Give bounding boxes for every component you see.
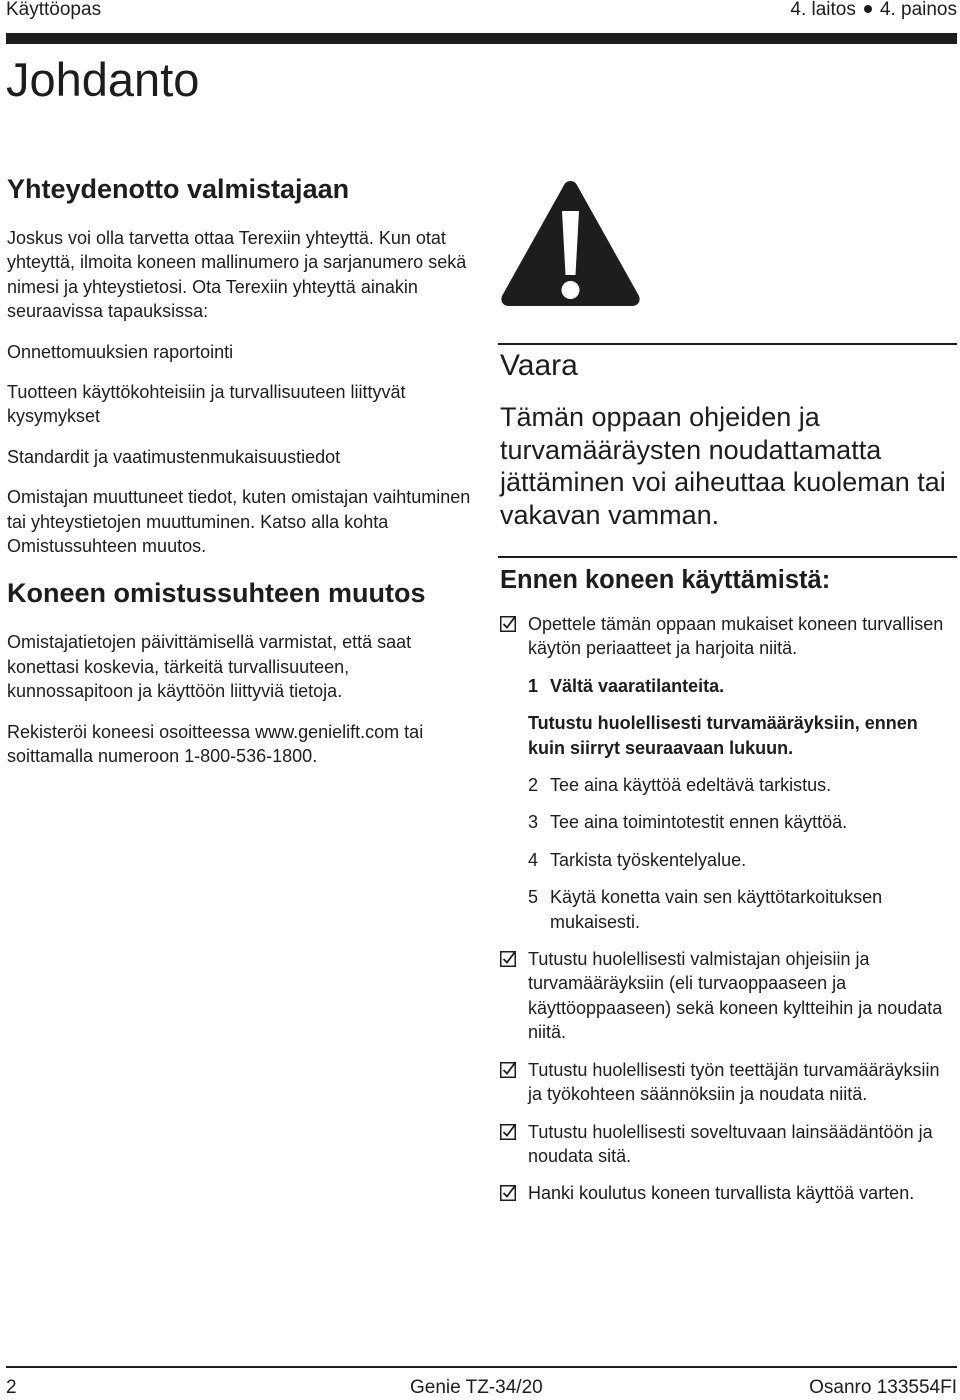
step-item: 5 Käytä konetta vain sen käyttötarkoituksen mukaisesti. bbox=[528, 887, 883, 932]
footer-model: Genie TZ-34/20 bbox=[410, 1377, 543, 1398]
checklist-item: Tutustu huolellisesti työn teettäjän turvamääräyksiin ja työkohteen säännöksiin ja noudata niitä. bbox=[500, 1058, 955, 1107]
header-manual-label: Käyttöopas bbox=[6, 0, 102, 20]
danger-title: Vaara bbox=[500, 349, 578, 382]
danger-text: Tämän oppaan ohjeiden ja turvamääräysten noudattamatta jättäminen voi aiheuttaa kuoleman tai vakavan vamman. bbox=[500, 402, 946, 530]
header-rule bbox=[6, 33, 957, 44]
checkbox-checked-icon bbox=[500, 1062, 516, 1078]
step-number: 5 bbox=[528, 887, 539, 908]
ownership-paragraph-2: Rekisteröi koneesi osoitteessa www.genielift.com tai soittamalla numeroon 1-800-536-1800. bbox=[7, 721, 424, 767]
header-edition-b: 4. painos bbox=[879, 0, 957, 20]
contact-intro: Joskus voi olla tarvetta ottaa Terexiin yhteyttä. Kun otat yhteyttä, ilmoita koneen mallinumero ja sarjanumero sekä nimesi ja yhteystietosi. Ota Terexiin yhteyttä ainakin seuraavissa tapauksissa: bbox=[7, 228, 467, 322]
step-item: 1 Vältä vaaratilanteita. bbox=[500, 674, 955, 698]
checkbox-checked-icon bbox=[500, 616, 516, 632]
checkbox-checked-icon bbox=[500, 1185, 516, 1201]
step-item: 4 Tarkista työskentelyalue. bbox=[500, 848, 955, 872]
step-note: Tutustu huolellisesti turvamääräyksiin, ennen kuin siirryt seuraavaan lukuun. bbox=[528, 713, 918, 758]
warning-triangle-icon bbox=[498, 177, 643, 309]
ownership-paragraph-1: Omistajatietojen päivittämisellä varmistat, että saat konettasi koskevia, tärkeitä turvallisuuteen, kunnossapitoon ja käyttöön liittyviä tietoja. bbox=[7, 632, 412, 702]
footer-page-number: 2 bbox=[6, 1377, 17, 1398]
before-use-list bbox=[500, 612, 955, 1219]
danger-rule-bottom bbox=[498, 556, 957, 558]
step-number: 1 bbox=[528, 675, 539, 696]
before-use-title: Ennen koneen käyttämistä: bbox=[500, 566, 831, 594]
header-edition bbox=[790, 0, 957, 21]
contact-item-1: Onnettomuuksien raportointi bbox=[7, 341, 234, 362]
left-column bbox=[7, 172, 475, 785]
step-item: 2 Tee aina käyttöä edeltävä tarkistus. bbox=[500, 773, 955, 797]
step-item: 3 Tee aina toimintotestit ennen käyttöä. bbox=[500, 810, 955, 834]
bullet-dot-icon bbox=[864, 5, 872, 13]
page-title: Johdanto bbox=[6, 53, 200, 106]
checklist-item: Tutustu huolellisesti valmistajan ohjeisiin ja turvamääräyksiin (eli turvaoppaaseen ja käyttöoppaaseen) sekä koneen kyltteihin ja noudata niitä. bbox=[500, 947, 955, 1045]
footer-rule bbox=[6, 1366, 957, 1368]
contact-section-title: Yhteydenotto valmistajaan bbox=[7, 174, 350, 204]
checkbox-checked-icon bbox=[500, 1124, 516, 1140]
footer-part-number: Osanro 133554FI bbox=[809, 1377, 957, 1398]
ownership-section-title: Koneen omistussuhteen muutos bbox=[7, 578, 426, 609]
step-number: 2 bbox=[528, 775, 539, 796]
step-number: 4 bbox=[528, 849, 539, 870]
contact-item-2: Tuotteen käyttökohteisiin ja turvallisuuteen liittyvät kysymykset bbox=[7, 382, 406, 427]
checklist-item: Tutustu huolellisesti soveltuvaan lainsäädäntöön ja noudata sitä. bbox=[500, 1120, 955, 1169]
step-number: 3 bbox=[528, 812, 539, 833]
header-edition-a: 4. laitos bbox=[790, 0, 856, 20]
checklist-item: Hanki koulutus koneen turvallista käyttöä varten. bbox=[500, 1181, 955, 1205]
danger-rule-top bbox=[498, 343, 957, 345]
contact-item-4: Omistajan muuttuneet tiedot, kuten omistajan vaihtuminen tai yhteystietojen muuttuminen. Katso alla kohta Omistussuhteen muutos. bbox=[7, 487, 471, 557]
contact-item-3: Standardit ja vaatimustenmukaisuustiedot bbox=[7, 446, 341, 467]
checklist-item: Opettele tämän oppaan mukaiset koneen turvallisen käytön periaatteet ja harjoita niitä. bbox=[500, 612, 955, 661]
checkbox-checked-icon bbox=[500, 951, 516, 967]
